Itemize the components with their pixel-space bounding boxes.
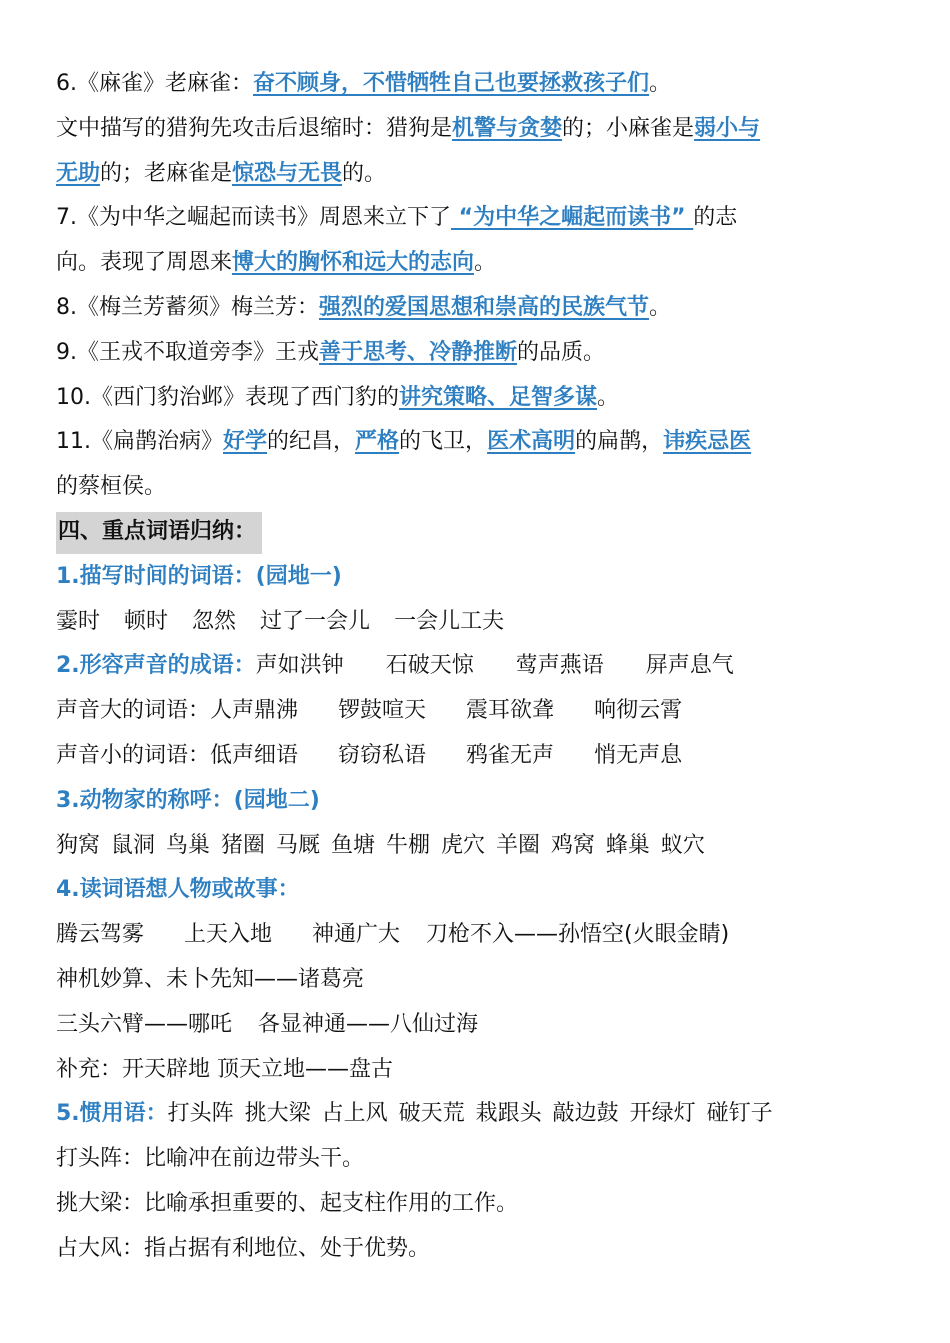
q11-line-2	[56, 465, 896, 510]
s3-words-line	[56, 824, 896, 869]
q11-text: 的飞卫，	[399, 429, 488, 455]
word: 一会儿工夫	[394, 608, 505, 634]
q11-answer-1: 好学	[223, 429, 268, 455]
word: 震耳欲聋	[466, 698, 555, 724]
s4-line-4-text: 补充：开天辟地 顶天立地——盘古	[56, 1056, 393, 1082]
q9-answer: 善于思考、冷静推断	[319, 339, 518, 365]
q7-line-2	[56, 241, 896, 286]
s2-loud-label: 声音大的词语：	[56, 698, 211, 724]
q6b-line-2	[56, 152, 896, 197]
q9-prefix: 9.《王戎不取道旁李》王戎	[56, 339, 319, 365]
q8-prefix: 8.《梅兰芳蓄须》梅兰芳：	[56, 294, 319, 320]
q7-answer-2: 博大的胸怀和远大的志向	[232, 250, 475, 276]
q6-suffix: 。	[649, 71, 672, 96]
word: 刀枪不入——孙悟空(火眼金睛)	[426, 922, 730, 948]
s4-line-3a: 三头六臂——哪吒	[56, 1011, 233, 1037]
q7-answer: “为中华之崛起而读书”	[451, 205, 694, 231]
q11-prefix: 11.《扁鹊治病》	[56, 429, 223, 455]
q6b-text: 的；小麻雀是	[562, 115, 695, 141]
word: 声如洪钟	[255, 653, 344, 679]
s4-line-4	[56, 1048, 896, 1093]
s4-line-2-text: 神机妙算、未卜先知——诸葛亮	[56, 966, 365, 992]
word: 顿时	[124, 608, 169, 634]
q10-answer: 讲究策略、足智多谋	[399, 384, 598, 410]
q11-answer-3: 医术高明	[487, 429, 576, 455]
word: 悄无声息	[594, 742, 683, 768]
s4-line-3	[56, 1003, 896, 1048]
s3-words: 狗窝 鼠洞 鸟巢 猪圈 马厩 鱼塘 牛棚 虎穴 羊圈 鸡窝 蜂巢 蚁穴	[56, 832, 705, 858]
word: 霎时	[56, 608, 101, 634]
s2-quiet-line	[56, 734, 896, 779]
s5-def-2-text: 挑大梁：比喻承担重要的、起支柱作用的工作。	[56, 1190, 519, 1216]
q11-answer-4: 讳疾忌医	[663, 429, 752, 455]
s5-words: 打头阵 挑大梁 占上风 破天荒 栽跟头 敲边鼓 开绿灯 碰钉子	[167, 1101, 773, 1127]
s3-heading-line	[56, 779, 896, 824]
q9-line	[56, 331, 896, 376]
word: 忽然	[192, 608, 237, 634]
document-page	[56, 62, 896, 1272]
q6b-answer-hound: 机警与贪婪	[452, 115, 563, 141]
q6b-line-1	[56, 107, 896, 152]
q7-mid: 的志	[693, 205, 738, 231]
word: 鸦雀无声	[466, 742, 555, 768]
s5-def-2	[56, 1182, 896, 1227]
word: 石破天惊	[385, 653, 474, 679]
s5-def-3-text: 占大风：指占据有利地位、处于优势。	[56, 1235, 431, 1261]
word: 低声细语	[210, 742, 299, 768]
s5-def-1	[56, 1137, 896, 1182]
word: 屏声息气	[645, 653, 734, 679]
q9-suffix: 的品质。	[517, 339, 606, 365]
s5-def-3	[56, 1227, 896, 1272]
q6b-text: 的；老麻雀是	[100, 160, 233, 186]
q6b-answer-sparrow: 弱小与	[694, 115, 761, 141]
s4-heading-line	[56, 868, 896, 913]
q6-prefix: 6.《麻雀》老麻雀：	[56, 71, 253, 96]
s2-loud-line	[56, 689, 896, 734]
s5-heading: 5.惯用语：	[56, 1101, 168, 1127]
word: 锣鼓喧天	[338, 698, 427, 724]
q8-line	[56, 286, 896, 331]
s1-heading: 1.描写时间的词语：(园地一)	[56, 563, 342, 589]
s2-heading: 2.形容声音的成语：	[56, 653, 256, 679]
q6b-answer-sparrow-cont: 无助	[56, 160, 101, 186]
q6b-text: 的。	[342, 160, 387, 186]
q10-line	[56, 376, 896, 421]
q8-suffix: 。	[649, 294, 672, 320]
word: 上天入地	[184, 922, 273, 948]
q7-prefix: 7.《为中华之崛起而读书》周恩来立下了	[56, 205, 451, 231]
s5-heading-line	[56, 1092, 896, 1137]
q6b-text: 文中描写的猎狗先攻击后退缩时：猎狗是	[56, 115, 453, 141]
q7-line2-prefix: 向。表现了周恩来	[56, 250, 233, 276]
q6b-answer-old-sparrow: 惊恐与无畏	[232, 160, 343, 186]
q10-prefix: 10.《西门豹治邺》表现了西门豹的	[56, 384, 399, 410]
word: 窃窃私语	[338, 742, 427, 768]
word: 响彻云霄	[594, 698, 683, 724]
q10-suffix: 。	[597, 384, 620, 410]
q8-answer: 强烈的爱国思想和崇高的民族气节	[319, 294, 650, 320]
q11-answer-2: 严格	[355, 429, 400, 455]
s5-def-1-text: 打头阵：比喻冲在前边带头干。	[56, 1146, 365, 1172]
s2-heading-line	[56, 644, 896, 689]
s2-quiet-label: 声音小的词语：	[56, 742, 211, 768]
word: 人声鼎沸	[210, 698, 299, 724]
q11-text: 的纪昌，	[267, 429, 356, 455]
s1-words-line	[56, 600, 896, 645]
s4-line-2	[56, 958, 896, 1003]
section-4-title: 四、重点词语归纳：	[56, 512, 262, 554]
s4-line-3b: 各显神通——八仙过海	[258, 1011, 479, 1037]
q6-line	[56, 62, 896, 107]
q11-text: 的扁鹊，	[575, 429, 664, 455]
q11-line-1	[56, 420, 896, 465]
s4-line-1	[56, 913, 896, 958]
section-4-heading-line	[56, 510, 896, 555]
q6-answer: 奋不顾身，不惜牺牲自己也要拯救孩子们	[253, 71, 650, 96]
q7-suffix: 。	[474, 250, 497, 276]
word: 神通广大	[312, 922, 401, 948]
word: 过了一会儿	[260, 608, 371, 634]
s3-heading: 3.动物家的称呼：(园地二)	[56, 787, 320, 813]
q7-line-1	[56, 196, 896, 241]
s1-heading-line	[56, 555, 896, 600]
word: 腾云驾雾	[56, 922, 145, 948]
s4-heading: 4.读词语想人物或故事：	[56, 877, 300, 903]
q11-line2: 的蔡桓侯。	[56, 474, 167, 500]
word: 莺声燕语	[515, 653, 604, 679]
